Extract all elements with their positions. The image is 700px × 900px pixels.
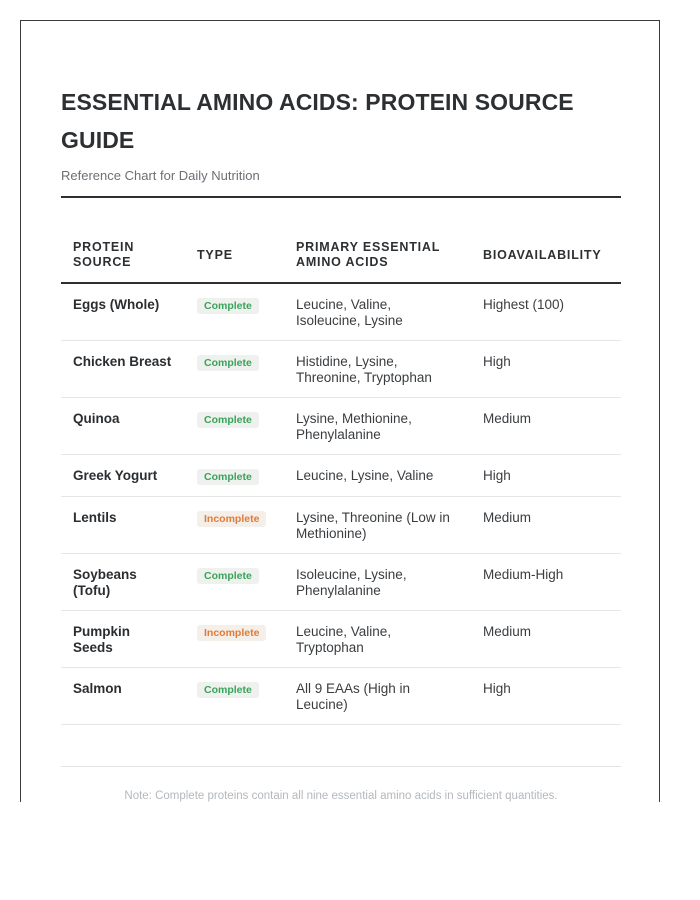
table-header-row — [61, 232, 621, 283]
bioavailability: High — [471, 455, 621, 497]
type-cell — [185, 283, 284, 341]
type-cell — [185, 497, 284, 554]
type-badge: Complete — [197, 568, 259, 584]
document-content — [61, 83, 621, 725]
table-row — [61, 283, 621, 341]
type-cell — [185, 455, 284, 497]
bioavailability: Highest (100) — [471, 283, 621, 341]
table-row — [61, 398, 621, 455]
column-header-acids: PRIMARY ESSENTIAL AMINO ACIDS — [284, 232, 471, 283]
bioavailability: Medium — [471, 398, 621, 455]
footer-divider — [61, 766, 621, 767]
page-title: ESSENTIAL AMINO ACIDS: PROTEIN SOURCE GUIDE — [61, 89, 574, 153]
type-badge: Complete — [197, 412, 259, 428]
bioavailability: Medium — [471, 497, 621, 554]
bioavailability: Medium-High — [471, 554, 621, 611]
table-body — [61, 283, 621, 725]
column-header-bioavailability: BIOAVAILABILITY — [471, 232, 621, 283]
type-cell — [185, 611, 284, 668]
amino-acids: Histidine, Lysine, Threonine, Tryptophan — [284, 341, 471, 398]
amino-acids: Isoleucine, Lysine, Phenylalanine — [284, 554, 471, 611]
document-card — [20, 20, 660, 802]
protein-source: Quinoa — [61, 398, 185, 455]
protein-source: Eggs (Whole) — [61, 283, 185, 341]
amino-acids: Lysine, Methionine, Phenylalanine — [284, 398, 471, 455]
type-badge: Complete — [197, 298, 259, 314]
table-row — [61, 497, 621, 554]
protein-source: Pumpkin Seeds — [61, 611, 185, 668]
table-row — [61, 611, 621, 668]
protein-source: Chicken Breast — [61, 341, 185, 398]
table-row — [61, 668, 621, 725]
bioavailability: High — [471, 668, 621, 725]
amino-acids: All 9 EAAs (High in Leucine) — [284, 668, 471, 725]
table-row — [61, 455, 621, 497]
amino-acids: Lysine, Threonine (Low in Methionine) — [284, 497, 471, 554]
bioavailability: High — [471, 341, 621, 398]
type-cell — [185, 554, 284, 611]
type-badge: Complete — [197, 469, 259, 485]
protein-source: Greek Yogurt — [61, 455, 185, 497]
title-divider — [61, 196, 621, 198]
amino-acids: Leucine, Lysine, Valine — [284, 455, 471, 497]
amino-acids: Leucine, Valine, Tryptophan — [284, 611, 471, 668]
column-header-source: PROTEIN SOURCE — [61, 232, 185, 283]
type-cell — [185, 668, 284, 725]
type-cell — [185, 341, 284, 398]
type-badge: Incomplete — [197, 625, 266, 641]
type-badge: Complete — [197, 355, 259, 371]
protein-source: Lentils — [61, 497, 185, 554]
type-badge: Incomplete — [197, 511, 266, 527]
table-header — [61, 232, 621, 283]
type-cell — [185, 398, 284, 455]
footer-note: Note: Complete proteins contain all nine essential amino acids in sufficient quantities. — [124, 790, 558, 802]
page-subtitle: Reference Chart for Daily Nutrition — [61, 168, 260, 183]
table-row — [61, 341, 621, 398]
table-row — [61, 554, 621, 611]
amino-acids: Leucine, Valine, Isoleucine, Lysine — [284, 283, 471, 341]
protein-source: Soybeans (Tofu) — [61, 554, 185, 611]
type-badge: Complete — [197, 682, 259, 698]
bioavailability: Medium — [471, 611, 621, 668]
protein-source: Salmon — [61, 668, 185, 725]
protein-table — [61, 232, 621, 725]
column-header-type: TYPE — [185, 232, 284, 283]
